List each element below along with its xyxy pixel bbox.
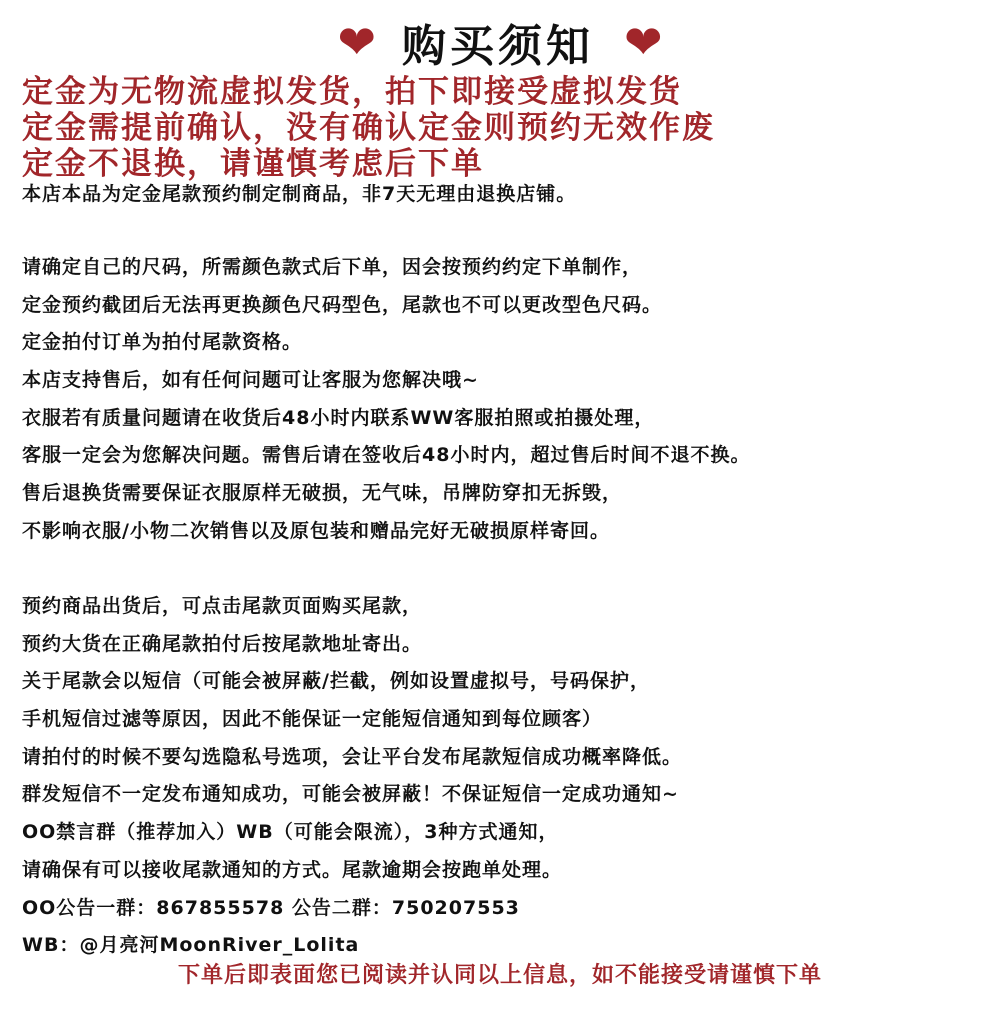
text-line: 预约商品出货后，可点击尾款页面购买尾款， xyxy=(22,595,423,617)
weibo-account: WB：@月亮河MoonRiver_Lolita xyxy=(22,934,360,957)
text-line: 群发短信不一定发布通知成功，可能会被屏蔽！不保证短信一定成功通知~ xyxy=(22,783,679,806)
text-line: 本店支持售后，如有任何问题可让客服为您解决哦~ xyxy=(22,369,479,392)
deposit-notices xyxy=(22,74,982,182)
page-header xyxy=(0,10,1000,74)
heart-icon: ❤ xyxy=(337,15,376,69)
text-line: 预约大货在正确尾款拍付后按尾款地址寄出。 xyxy=(22,632,423,655)
balance-payment-section xyxy=(22,593,992,970)
deposit-notice-line: 定金不退换，请谨慎考虑后下单 xyxy=(22,146,484,182)
after-sales-section xyxy=(22,254,992,556)
heart-icon: ❤ xyxy=(624,15,663,69)
deposit-notice-line: 定金为无物流虚拟发货，拍下即接受虚拟发货 xyxy=(22,74,682,110)
store-intro: 本店本品为定金尾款预约制定制商品，非7天无理由退换店铺。 xyxy=(22,183,577,205)
qq-group-numbers: OO公告一群：867855578 公告二群：750207553 xyxy=(22,896,520,919)
text-line: 衣服若有质量问题请在收货后48小时内联系WW客服拍照或拍摄处理， xyxy=(22,406,655,429)
text-line: 定金预约截团后无法再更换颜色尺码型色，尾款也不可以更改型色尺码。 xyxy=(22,293,663,316)
text-line: 手机短信过滤等原因，因此不能保证一定能短信通知到每位顾客） xyxy=(22,708,603,731)
footer-notice: 下单后即表面您已阅读并认同以上信息，如不能接受请谨慎下单 xyxy=(177,962,822,988)
text-line: 关于尾款会以短信（可能会被屏蔽/拦截，例如设置虚拟号，号码保护， xyxy=(22,670,650,693)
text-line: 不影响衣服/小物二次销售以及原包装和赠品完好无破损原样寄回。 xyxy=(22,519,610,542)
text-line: 请确保有可以接收尾款通知的方式。尾款逾期会按跑单处理。 xyxy=(22,858,563,881)
text-line: OO禁言群（推荐加入）WB（可能会限流），3种方式通知， xyxy=(22,821,559,844)
deposit-notice-line: 定金需提前确认，没有确认定金则预约无效作废 xyxy=(22,110,715,146)
text-line: 请确定自己的尺码，所需颜色款式后下单，因会按预约约定下单制作， xyxy=(22,256,643,278)
text-line: 请拍付的时候不要勾选隐私号选项，会让平台发布尾款短信成功概率降低。 xyxy=(22,745,683,768)
text-line: 定金拍付订单为拍付尾款资格。 xyxy=(22,331,303,354)
text-line: 售后退换货需要保证衣服原样无破损，无气味，吊牌防穿扣无拆毁， xyxy=(22,482,623,505)
page-title: 购买须知 xyxy=(402,21,594,72)
text-line: 客服一定会为您解决问题。需售后请在签收后48小时内，超过售后时间不退不换。 xyxy=(22,444,751,467)
